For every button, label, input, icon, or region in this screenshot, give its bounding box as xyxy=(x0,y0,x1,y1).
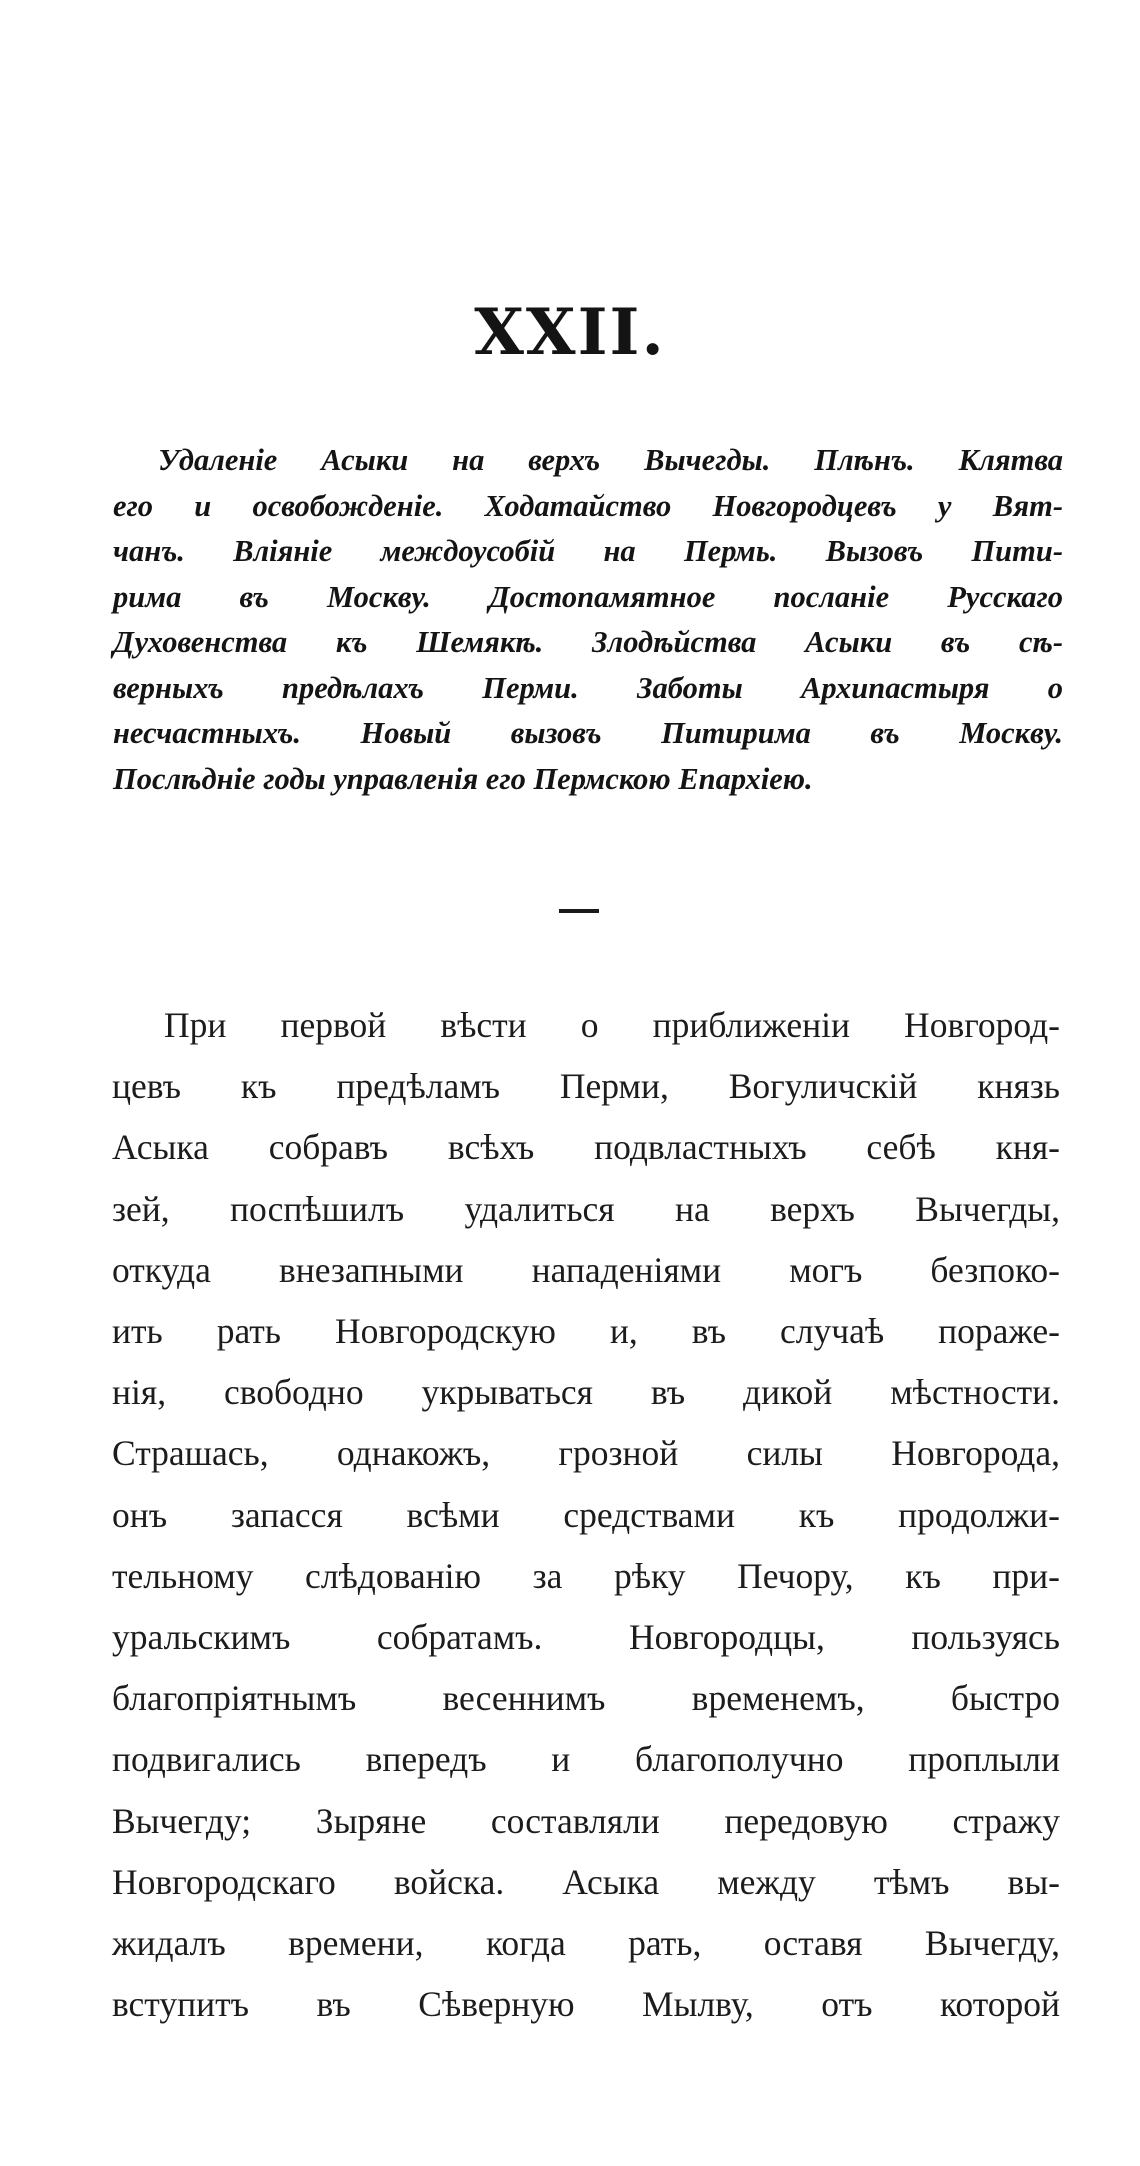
body-line: откуда внезапными нападеніями могъ безпоко- xyxy=(112,1249,1060,1290)
body-line: нія, свободно укрываться въ дикой мѣстности. xyxy=(112,1372,1060,1413)
body-line: ить рать Новгородскую и, въ случаѣ пораже- xyxy=(112,1311,1060,1352)
body-line: Вычегду; Зыряне составляли передовую стражу xyxy=(112,1800,1060,1841)
summary-line: рима въ Москву. Достопамятное посланіе Русскаго xyxy=(113,579,1063,614)
body-paragraph xyxy=(112,995,1060,2035)
body-line: подвигались впередъ и благополучно проплыли xyxy=(112,1739,1060,1780)
body-line: Асыка собравъ всѣхъ подвластныхъ себѣ кня- xyxy=(112,1127,1060,1168)
summary-line: Удаленіе Асыки на верхъ Вычегды. Плѣнъ. Клятва xyxy=(158,443,1063,477)
summary-line: его и освобожденіе. Ходатайство Новгородцевъ у Вят- xyxy=(113,488,1063,523)
body-line: Новгородскаго войска. Асыка между тѣмъ вы- xyxy=(112,1861,1060,1902)
body-line: тельному слѣдованію за рѣку Печору, къ при- xyxy=(112,1555,1060,1596)
chapter-summary xyxy=(113,438,1063,802)
summary-line: несчастныхъ. Новый вызовъ Питирима въ Москву. xyxy=(113,716,1063,750)
body-line: Страшась, однакожъ, грозной силы Новгорода, xyxy=(112,1433,1060,1474)
body-line: уральскимъ собратамъ. Новгородцы, пользуясь xyxy=(112,1617,1060,1658)
body-line: зей, поспѣшилъ удалиться на верхъ Вычегды, xyxy=(112,1188,1060,1229)
chapter-number: XXII. xyxy=(474,295,666,370)
summary-line: верныхъ предѣлахъ Перми. Заботы Архипастыря о xyxy=(113,670,1063,705)
body-line: онъ запасся всѣми средствами къ продолжи- xyxy=(112,1494,1060,1535)
body-line: жидалъ времени, когда рать, оставя Вычегду, xyxy=(112,1923,1060,1964)
summary-line: Послѣдніе годы управленія его Пермскою Епархіею. xyxy=(113,761,813,796)
section-divider xyxy=(559,909,599,913)
summary-line: Духовенства къ Шемякѣ. Злодѣйства Асыки въ сѣ- xyxy=(113,625,1063,659)
body-line: благопріятнымъ весеннимъ временемъ, быстро xyxy=(112,1678,1060,1719)
summary-line: чанъ. Вліяніе междоусобій на Пермь. Вызовъ Пити- xyxy=(113,534,1063,568)
body-line: цевъ къ предѣламъ Перми, Вогуличскій князь xyxy=(112,1066,1060,1107)
body-line: При первой вѣсти о приближеніи Новгород- xyxy=(164,1005,1060,1045)
body-line: вступитъ въ Сѣверную Мылву, отъ которой xyxy=(112,1984,1060,2025)
